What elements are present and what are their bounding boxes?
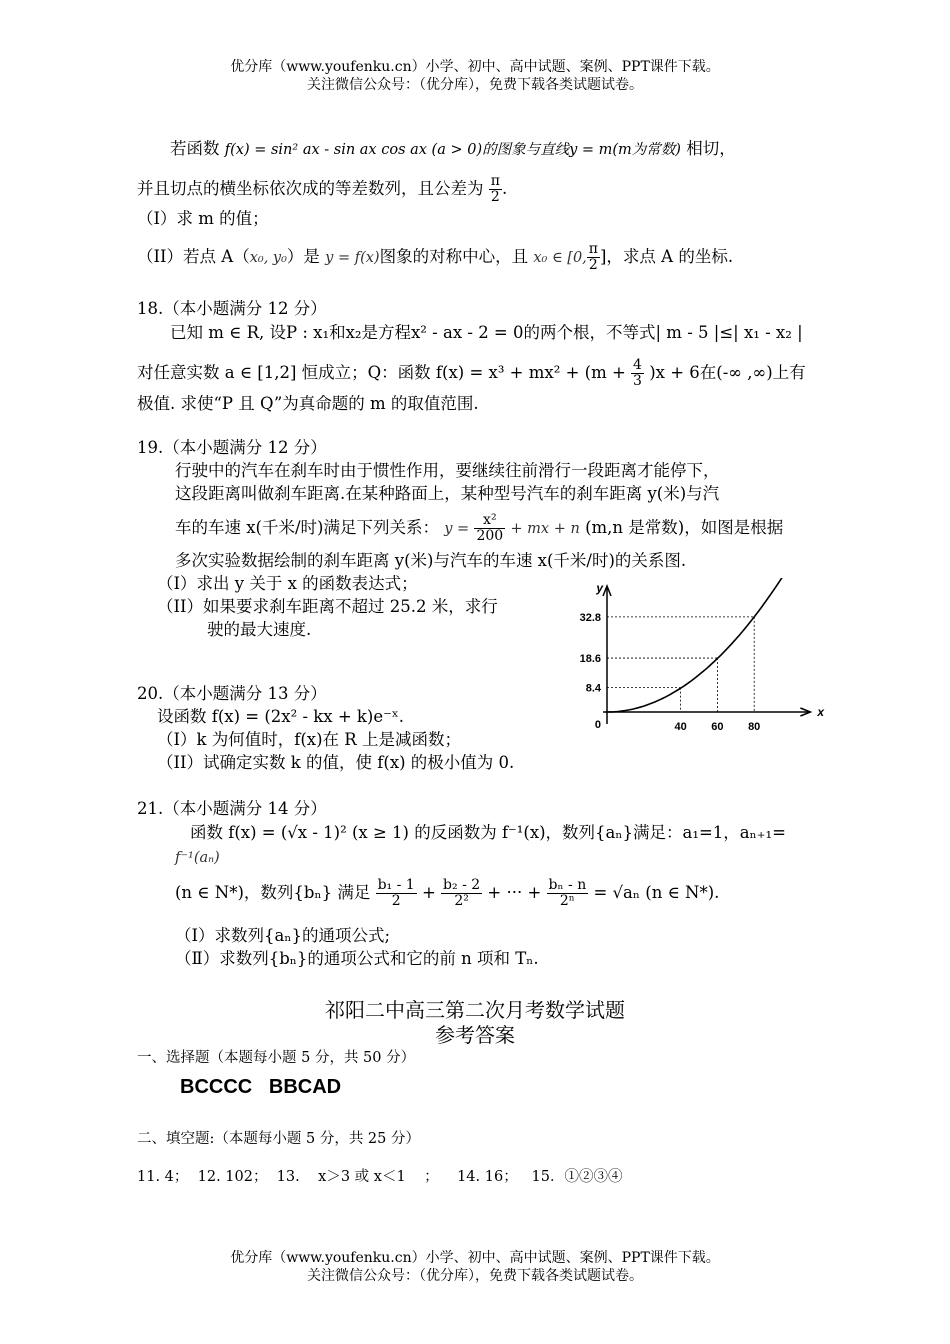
q18-line2: 对任意实数 a ∈ [1,2] 恒成立；Q：函数 f(x) = x³ + mx² + (m + $\frac{4}{3}$ )x + 6在(-∞ ,∞)上有 (137, 357, 806, 389)
q17-part2: （II）若点 A（x₀, y₀）是 y = f(x)图象的对称中心，且 x₀ ∈ [0, $\frac{\pi}{2}$ ]，求点 A 的坐标. (137, 241, 734, 273)
footer-line-1: 优分库（www.youfenku.cn）小学、初中、高中试题、案例、PPT课件下载。 (230, 1250, 720, 1266)
y-axis-label: y (596, 581, 603, 595)
answers-title: 祁阳二中高三第二次月考数学试题 (325, 998, 625, 1022)
q21-part1: （Ⅰ）求数列{aₙ}的通项公式; (175, 926, 391, 945)
q20-part1: （I）k 为何值时，f(x)在 R 上是减函数； (157, 730, 461, 749)
q18-line3: 极值. 求使“P 且 Q”为真命题的 m 的取值范围. (137, 394, 479, 413)
q19-line3: 车的车速 x(千米/时)满足下列关系： y = $\frac{\text{x²}}{200}$ + mx + n (m,n 是常数)，如图是根据 (175, 512, 784, 544)
header-line-2: 关注微信公众号：（优分库），免费下载各类试题试卷。 (307, 77, 643, 93)
q21-label: 21.（本小题满分 14 分） (137, 799, 327, 818)
q20-label: 20.（本小题满分 13 分） (137, 684, 327, 703)
q17-diff-fraction: $\frac{\pi}{2}$ (490, 173, 500, 205)
q19-part2b: 驶的最大速度. (207, 620, 312, 639)
q17-line2: 并且切点的横坐标依次成的等差数列，且公差为 $\frac{\pi}{2}$ . (137, 173, 508, 205)
answers-subtitle: 参考答案 (435, 1023, 515, 1047)
footer-line-2: 关注微信公众号：（优分库），免费下载各类试题试卷。 (307, 1268, 643, 1284)
q18-label: 18.（本小题满分 12 分） (137, 299, 327, 318)
answers-fill: 11. 4； 12. 102； 13. x＞3 或 x＜1 ； 14. 16； 15．①②③④ (137, 1169, 623, 1185)
answers-choices: BCCCC BBCAD (180, 1076, 342, 1098)
q19-line1: 行驶中的汽车在刹车时由于惯性作用，要继续往前滑行一段距离才能停下， (175, 461, 720, 480)
q21-part2: （Ⅱ）求数列{bₙ}的通项公式和它的前 n 项和 Tₙ. (175, 949, 539, 968)
header-line-1: 优分库（www.youfenku.cn）小学、初中、高中试题、案例、PPT课件下载。 (230, 59, 720, 75)
x-axis-label: x (817, 705, 825, 719)
y-tick-label: 32.8 (579, 611, 601, 624)
x-tick-label: 60 (711, 721, 724, 733)
q19-part2a: （II）如果要求刹车距离不超过 25.2 米，求行 (157, 597, 498, 616)
x-tick-label: 40 (674, 721, 687, 733)
q21-line3: (n ∈ N*)，数列{bₙ} 满足 $\frac{\text{b₁ - 1}}{2}$ + $\frac{\text{b₂ - 2}}{\text{2²}}$ + ··· + $\frac{\text{bₙ - n}}{\text{2ⁿ}}$ = √aₙ (n ∈ N*). (175, 877, 720, 909)
q17-line1: 若函数 f(x) = sin² ax - sin ax cos ax (a > 0)的图象与直线y = m(m为常数) 相切， (170, 139, 736, 158)
braking-distance-chart (570, 578, 830, 748)
q20-line1: 设函数 f(x) = (2x² - kx + k)e⁻ˣ. (157, 707, 405, 726)
x-tick-label: 80 (748, 721, 761, 733)
q21-line2: f⁻¹(aₙ) (175, 850, 220, 866)
answers-section-1: 一、选择题（本题每小题 5 分，共 50 分） (137, 1050, 416, 1066)
q19-part1: （I）求出 y 关于 x 的函数表达式； (157, 574, 418, 593)
answers-section-2: 二、填空题:（本题每小题 5 分，共 25 分） (137, 1131, 420, 1147)
q18-line1: 已知 m ∈ R, 设P : x₁和x₂是方程x² - ax - 2 = 0的两个根，不等式| m - 5 |≤| x₁ - x₂ | (170, 323, 803, 342)
q17-part1: （I）求 m 的值； (137, 209, 269, 228)
q19-label: 19.（本小题满分 12 分） (137, 438, 327, 457)
origin-label: 0 (594, 719, 601, 731)
q19-line2: 这段距离叫做刹车距离.在某种路面上，某种型号汽车的刹车距离 y(米)与汽 (175, 484, 720, 503)
distance-curve (607, 578, 787, 712)
y-tick-label: 8.4 (585, 682, 601, 695)
q19-line4: 多次实验数据绘制的刹车距离 y(米)与汽车的车速 x(千米/时)的关系图. (175, 551, 687, 570)
y-tick-label: 18.6 (579, 653, 601, 666)
q21-line1: 函数 f(x) = (√x - 1)² (x ≥ 1) 的反函数为 f⁻¹(x)，数列{aₙ}满足：a₁=1，aₙ₊₁= (190, 823, 786, 842)
q20-part2: （II）试确定实数 k 的值，使 f(x) 的极小值为 0. (157, 753, 515, 772)
